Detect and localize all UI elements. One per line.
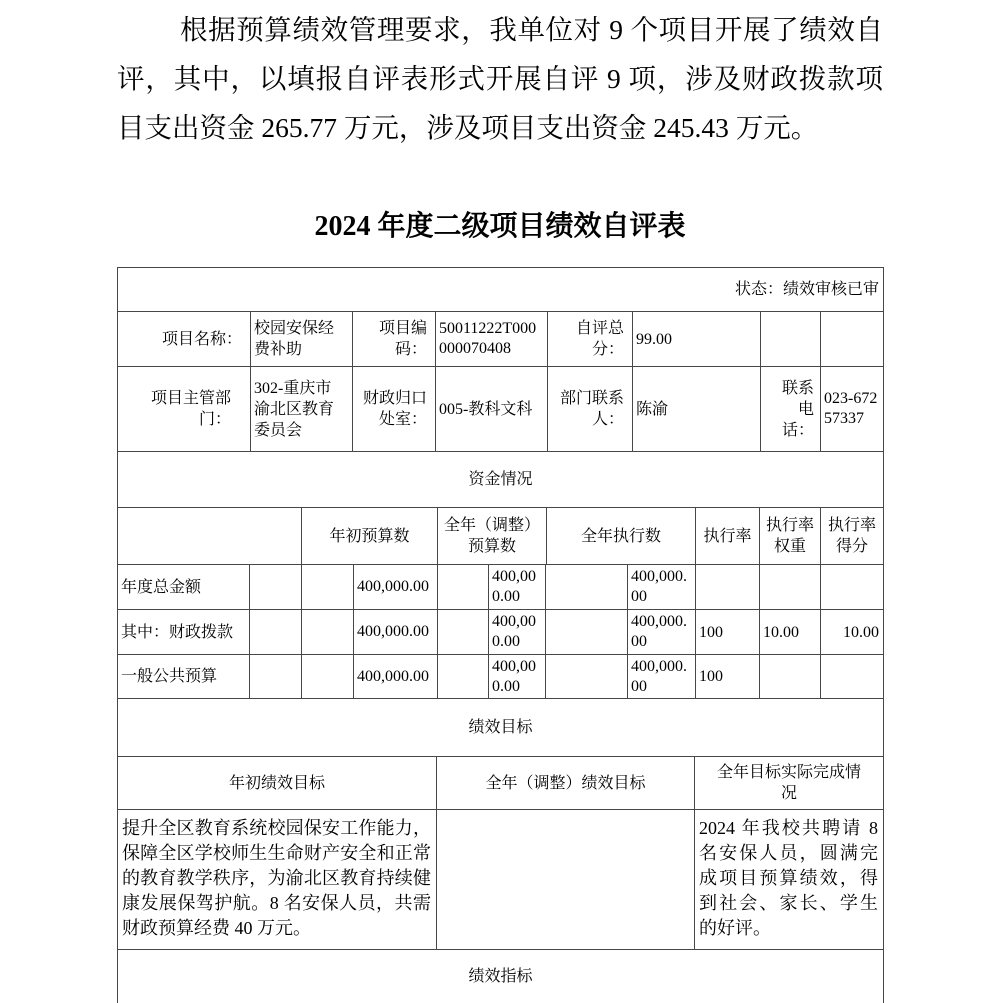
contact-label: 部门联系人： bbox=[548, 367, 633, 451]
dept-label: 项目主管部门： bbox=[118, 367, 251, 451]
adjusted-budget-value: 400,000.00 bbox=[489, 610, 546, 654]
status-row bbox=[118, 268, 883, 312]
finance-office-label: 财政归口处室： bbox=[353, 367, 436, 451]
empty-cell bbox=[821, 312, 883, 366]
finance-office-value: 005-教科文科 bbox=[436, 367, 548, 451]
funding-row-fiscal bbox=[118, 610, 883, 655]
rate-weight-value bbox=[760, 565, 821, 609]
header-adjusted-goal: 全年（调整）绩效目标 bbox=[437, 757, 695, 809]
header-adjusted-budget: 全年（调整）预算数 bbox=[438, 508, 547, 564]
row-label: 年度总金额 bbox=[118, 565, 250, 609]
funding-row-total bbox=[118, 565, 883, 610]
initial-budget-value: 400,000.00 bbox=[354, 655, 438, 698]
self-evaluation-table bbox=[117, 267, 884, 1003]
empty-cell bbox=[250, 565, 302, 609]
header-exec-rate: 执行率 bbox=[696, 508, 760, 564]
exec-rate-value: 100 bbox=[696, 610, 760, 654]
project-row bbox=[118, 312, 883, 367]
rate-weight-value: 10.00 bbox=[760, 610, 821, 654]
indicators-section-title: 绩效指标 bbox=[468, 968, 533, 985]
self-score-label: 自评总分： bbox=[548, 312, 633, 366]
project-name-label: 项目名称： bbox=[118, 312, 251, 366]
goals-section-row bbox=[118, 699, 883, 757]
empty-cell bbox=[438, 610, 489, 654]
header-executed: 全年执行数 bbox=[547, 508, 696, 564]
empty-cell bbox=[546, 655, 628, 698]
executed-value: 400,000.00 bbox=[628, 565, 696, 609]
dept-value: 302-重庆市渝北区教育委员会 bbox=[251, 367, 353, 451]
adjusted-budget-value: 400,000.00 bbox=[489, 655, 546, 698]
empty-cell bbox=[250, 655, 302, 698]
exec-rate-value bbox=[696, 565, 760, 609]
exec-rate-value: 100 bbox=[696, 655, 760, 698]
status-badge: 状态：绩效审核已审 bbox=[734, 281, 879, 298]
adjusted-goal-text bbox=[437, 810, 695, 949]
intro-paragraph: 根据预算绩效管理要求，我单位对 9 个项目开展了绩效自评，其中，以填报自评表形式开展自评 9 项，涉及财政拨款项目支出资金 265.77 万元，涉及项目支出资金 245.43 万元。 bbox=[117, 14, 883, 143]
header-rate-score: 执行率得分 bbox=[827, 517, 876, 555]
goals-header-row bbox=[118, 757, 883, 810]
empty-cell bbox=[302, 565, 354, 609]
row-label: 其中：财政拨款 bbox=[118, 610, 250, 654]
department-row bbox=[118, 367, 883, 452]
actual-completion-text: 2024 年我校共聘请 8 名安保人员，圆满完成项目预算绩效，得到社会、家长、学生的好评。 bbox=[699, 818, 878, 938]
header-rate-weight: 执行率权重 bbox=[760, 508, 821, 564]
empty-cell bbox=[438, 655, 489, 698]
empty-cell bbox=[302, 610, 354, 654]
project-code-value: 50011222T000000070408 bbox=[436, 312, 548, 366]
empty-cell bbox=[546, 565, 628, 609]
header-initial-budget: 年初预算数 bbox=[302, 508, 438, 564]
empty-cell bbox=[546, 610, 628, 654]
project-code-label: 项目编码： bbox=[353, 312, 436, 366]
adjusted-budget-value: 400,000.00 bbox=[489, 565, 546, 609]
project-name-value: 校园安保经费补助 bbox=[251, 312, 353, 366]
initial-budget-value: 400,000.00 bbox=[354, 610, 438, 654]
funding-header-row bbox=[118, 508, 883, 565]
header-actual-completion: 全年目标实际完成情况 bbox=[716, 764, 861, 802]
contact-value: 陈渝 bbox=[633, 367, 761, 451]
phone-label: 联系电话： bbox=[761, 367, 821, 451]
row-label: 一般公共预算 bbox=[118, 655, 250, 698]
funding-section-title: 资金情况 bbox=[468, 471, 533, 488]
indicators-section-row bbox=[118, 950, 883, 1003]
rate-weight-value bbox=[760, 655, 821, 698]
initial-budget-value: 400,000.00 bbox=[354, 565, 438, 609]
rate-score-value bbox=[821, 655, 883, 698]
empty-cell bbox=[302, 655, 354, 698]
goals-section-title: 绩效目标 bbox=[468, 719, 533, 736]
empty-cell bbox=[118, 508, 302, 564]
phone-value: 023-67257337 bbox=[824, 390, 878, 427]
goals-content-row bbox=[118, 810, 883, 950]
executed-value: 400,000.00 bbox=[628, 610, 696, 654]
executed-value: 400,000.00 bbox=[628, 655, 696, 698]
page-title: 2024 年度二级项目绩效自评表 bbox=[314, 211, 686, 242]
funding-row-public-budget bbox=[118, 655, 883, 699]
funding-section-row bbox=[118, 452, 883, 508]
empty-cell bbox=[250, 610, 302, 654]
initial-goal-text: 提升全区教育系统校园保安工作能力，保障全区学校师生生命财产安全和正常的教育教学秩序，为渝北区教育持续健康发展保驾护航。8 名安保人员，共需财政预算经费 40 万元。 bbox=[118, 810, 437, 949]
rate-score-value bbox=[821, 565, 883, 609]
empty-cell bbox=[438, 565, 489, 609]
rate-score-value: 10.00 bbox=[843, 623, 879, 641]
empty-cell bbox=[761, 312, 821, 366]
header-initial-goal: 年初绩效目标 bbox=[118, 757, 437, 809]
self-score-value: 99.00 bbox=[633, 312, 761, 366]
